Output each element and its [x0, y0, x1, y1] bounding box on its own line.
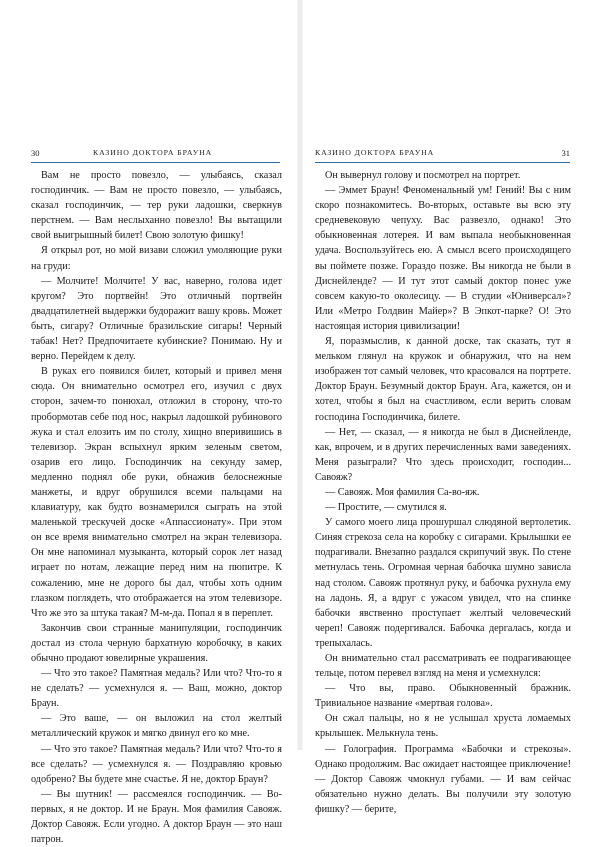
- paragraph: — Вы шутник! — рассмеялся господинчик. — Во-первых, я не доктор. И не Браун. Моя фамилия Савояж. Доктор Савояж. Если угодно. А доктор Браун — это наш патрон.: [31, 788, 282, 846]
- paragraph: Он сжал пальцы, но я не услышал хруста ломаемых крылышек. Мелькнула тень.: [315, 713, 571, 740]
- paragraph: — Что это такое? Памятная медаль? Или что? Что-то я не сделать? — усмехнулся я. — Ваш, можно, доктор Браун.: [31, 668, 282, 710]
- left-page: [0, 0, 297, 846]
- paragraph: У самого моего лица прошуршал слюдяной вертолетик. Синяя стрекоза села на коробку с сигарами. Крылышки ее подрагивали. Внезапно раздался скрипучий звук. По стене метнулась тень. Огромная черная бабочка шумно зависла над столом. Савояж протянул руку, и бабочка рухнула ему на ладонь. Я, а вдруг с ужасом увидел, что на спинке бабочки явственно проступает желтый человеческий череп! Савояж подергивался. Бабочка дергалась, когда и трепыхалась.: [315, 517, 571, 649]
- right-page-body: [315, 168, 571, 817]
- running-head-title-right: КАЗИНО ДОКТОРА БРАУНА: [315, 148, 435, 157]
- paragraph: Он внимательно стал рассматривать ее подрагивающее тельце, потом перевел взгляд на меня и усмехнулся:: [315, 653, 571, 680]
- paragraph: — Что это такое? Памятная медаль? Или что? Что-то я все сделать? — усмехнулся я. — Поздравляю кровью одобрено? Вы будете мне счастье. Я не, доктор Браун?: [31, 743, 282, 785]
- page-number-right: 31: [561, 148, 570, 158]
- paragraph: — Голография. Программа «Бабочки и стрекозы». Однако продолжим. Вас ожидает настоящее приключение! — Доктор Савояж чмокнул губами. — И вам сейчас обязательно нужно делать. Вы получили эту золотую фишку? — берите,: [315, 743, 571, 815]
- paragraph: — Это ваше, — он выложил на стол желтый металлический кружок и мягко двинул его ко мне.: [31, 713, 282, 740]
- paragraph: Закончив свои странные манипуляции, господинчик достал из стола черную бархатную коробочку, в каких обычно продают ювелирные украшения.: [31, 622, 282, 664]
- paragraph: Вам не просто повезло, — улыбаясь, сказал господинчик. — Вам не просто повезло, — улыбаясь, сказал господинчик, — тер руки ладошки, сверкнув перстнем. — Вам неслыханно повезло! Вы вытащили свой выигрышный билет! Свою золотую фишку!: [31, 170, 282, 242]
- running-head-left: [31, 148, 280, 163]
- running-head-title-left: КАЗИНО ДОКТОРА БРАУНА: [93, 148, 213, 157]
- paragraph: — Савояж. Моя фамилия Са-во-яж.: [325, 486, 480, 498]
- left-page-body: [31, 168, 282, 847]
- right-page: [303, 0, 600, 815]
- paragraph: Он вывернул голову и посмотрел на портрет.: [325, 170, 521, 181]
- paragraph: В руках его появился билет, который и привел меня сюда. Он внимательно осмотрел его, изучил с двух сторон, зачем-то понюхал, отложил в сторону, что-то пробормотав себе под нос, накрыл ладошкой рубинового жука и стал елозить им по столу, хищно вперивишись в телевизор. Экран вспыхнул ярким зеленым светом, озарив его лицо. Господинчик на секунду замер, медленно поднял обе руки, обнажив белоснежные манжеты, и вдруг обрушился всеми пальцами на клавиатуру, как будто вознамерился сыграть на этой маленькой трескучей доске «Аппассионату». При этом он все время внимательно смотрел на экран телевизора. Он мне напоминал музыканта, который сорок лет назад играет по нотам, лежащие перед ним на пюпитре. К сожалению, мне не дорого бы дал, чтобы хоть одним глазком поглядеть, что отображается на этом телевизоре. Что же это за штука такая? М-м-да. Попал я в переплет.: [31, 366, 282, 619]
- paragraph: — Что вы, право. Обыкновенный бражник. Тривиальное название «мертвая голова».: [315, 683, 571, 710]
- running-head-right: [315, 148, 570, 163]
- paragraph: Я, поразмыслив, к данной доске, так сказать, тут я мельком глянул на кружок и обнаружил, что на нем изображен тот самый человек, что красовался на портрете. Доктор Браун. Безумный доктор Браун. Ага, кажется, он и хотел, чтобы я был на счастливом, если верить словам господина Господинчика, билете.: [315, 336, 571, 423]
- paragraph: — Эммет Браун! Феноменальный ум! Гений! Вы с ним скоро познакомитесь. Во-вторых, оставьте вы всю эту средневековую чепуху. Вас развезло, однако! Это обыкновенная лотерея. И вам выпала необыкновенная удача. Воспользуйтесь ею. А смысл всего происходящего вы поймете позже. Гораздо позже. Вы никогда не были в Диснейленде? — И тут этот самый доктор понес уже совсем какую-то околесицу. — В студии «Юниверсал»? Или «Метро Голдвин Майер»? В Эпкот-парке? О! Это настоящая история цивилизации!: [315, 185, 571, 332]
- paragraph: Я открыл рот, но мой визави сложил умоляющие руки на груди:: [31, 245, 282, 272]
- paragraph: — Молчите! Молчите! У вас, наверно, голова идет кругом? Это портвейн! Это отличный портвейн двадцатилетней выдержки будоражит вашу кровь. Может быть, сигару? Отличные бразильские сигары! Черный табак! Нет? Предпочитаете кубинские? Понимаю. Ну и верно. Перейдем к делу.: [31, 275, 282, 363]
- paragraph: — Нет, — сказал, — я никогда не был в Диснейленде, как, впрочем, и в других перечисленных вами заведениях. Меня разыграли? Что здесь происходит, господин... Савояж?: [315, 426, 571, 483]
- page-number-left: 30: [31, 148, 40, 158]
- paragraph: — Простите, — смутился я.: [325, 502, 447, 514]
